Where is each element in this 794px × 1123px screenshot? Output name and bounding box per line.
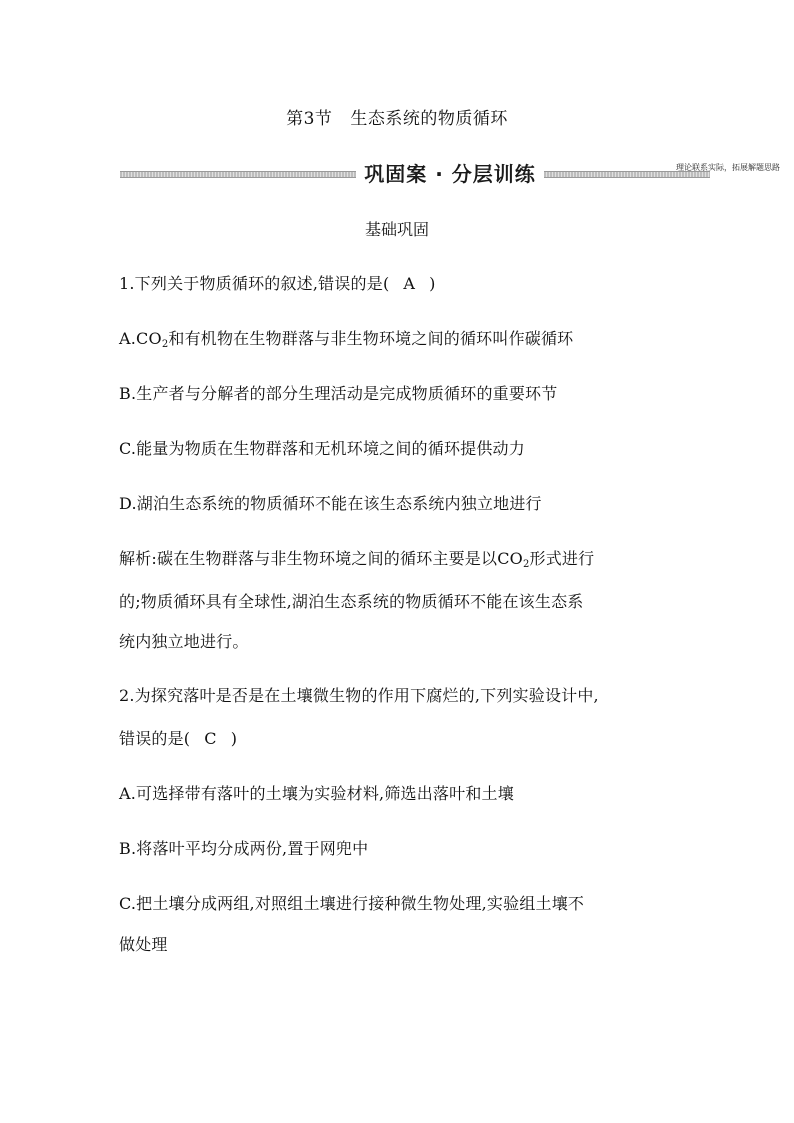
section-banner: [120, 158, 710, 188]
title-text: 生态系统的物质循环: [350, 109, 508, 129]
banner-text: 巩固案 · 分层训练: [364, 162, 536, 186]
q1-analysis-line-2: 的;物质循环具有全球性,湖泊生态系统的物质循环不能在该生态系: [119, 592, 584, 611]
q1-option-c: C.能量为物质在生物群落和无机环境之间的循环提供动力: [119, 439, 525, 458]
section-heading: 基础巩固: [364, 220, 429, 239]
q1-answer: A: [403, 274, 416, 293]
q1-stem: 1.下列关于物质循环的叙述,错误的是( A ): [119, 274, 436, 293]
q2-option-b: B.将落叶平均分成两份,置于网兜中: [119, 839, 369, 858]
q2-stem-line-2: 错误的是( C ): [119, 729, 238, 748]
q1-option-a: $A.CO_2$和有机物在生物群落与非生物环境之间的循环叫作碳循环: [119, 329, 574, 350]
q1-option-d: D.湖泊生态系统的物质循环不能在该生态系统内独立地进行: [119, 494, 542, 513]
page-title: [0, 104, 794, 129]
q2-option-c-line-1: C.把土壤分成两组,对照组土壤进行接种微生物处理,实验组土壤不: [119, 894, 585, 913]
q2-option-c-line-2: 做处理: [119, 935, 168, 954]
q1-analysis-line-3: 统内独立地进行。: [119, 632, 249, 651]
title-section-number: 第3节: [286, 109, 333, 129]
banner-bar-left: [120, 171, 356, 178]
q1-analysis-line-1: 解析:碳在生物群落与非生物环境之间的循环主要是以$CO_2$形式进行: [119, 549, 595, 570]
q2-stem-line-1: 2.为探究落叶是否是在土壤微生物的作用下腐烂的,下列实验设计中,: [119, 686, 599, 705]
q2-answer: C: [204, 729, 217, 748]
q1-option-b: B.生产者与分解者的部分生理活动是完成物质循环的重要环节: [119, 384, 558, 403]
banner-tagline: 理论联系实际，拓展解题思路: [676, 163, 780, 172]
q2-option-a: A.可选择带有落叶的土壤为实验材料,筛选出落叶和土壤: [119, 784, 514, 803]
